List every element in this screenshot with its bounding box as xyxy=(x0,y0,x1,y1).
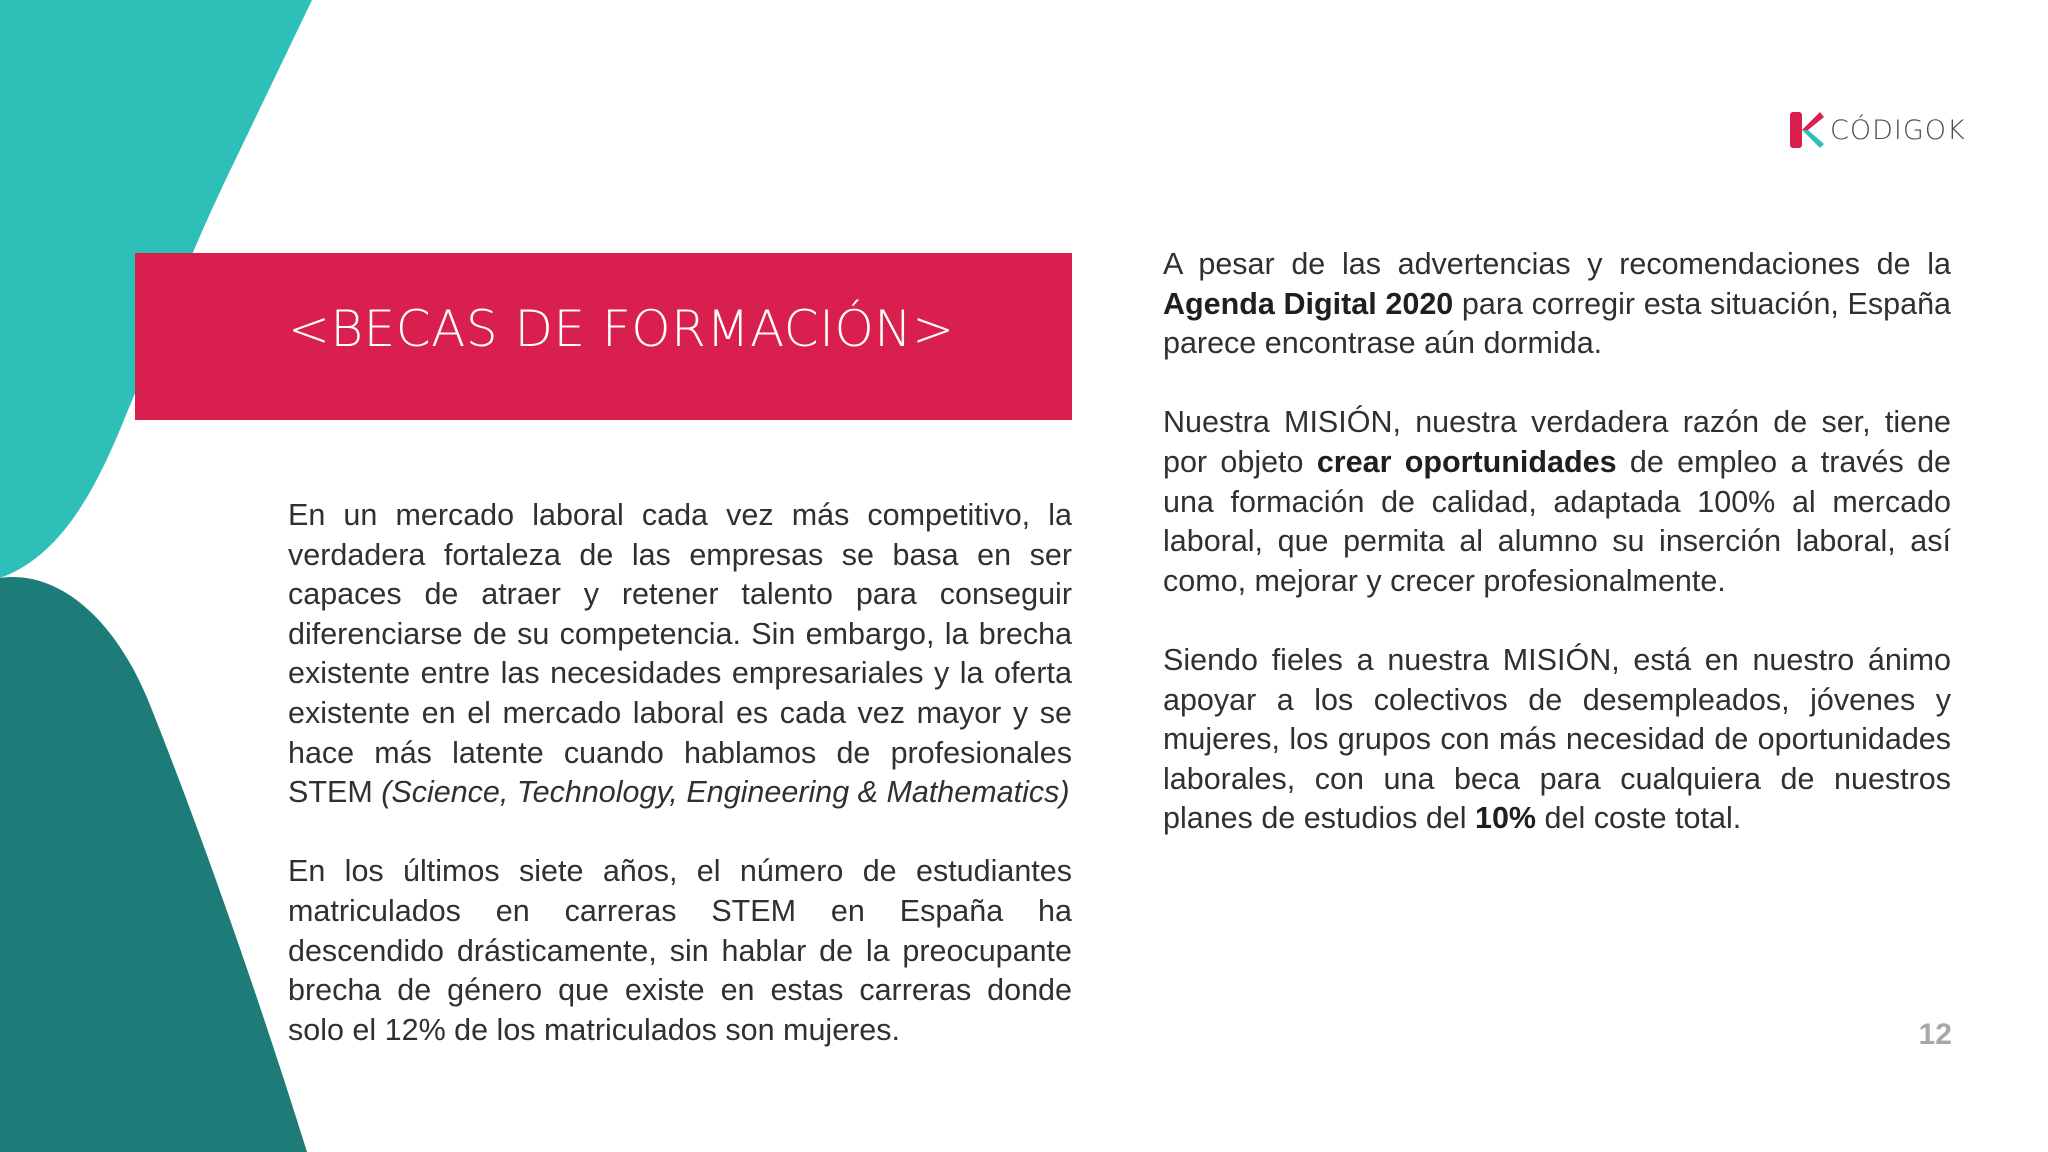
right-paragraph-2: Nuestra MISIÓN, nuestra verdadera razón de ser, tiene por objeto crear oportunidades de empleo a través de una formación de calidad, adaptada 100% al mercado laboral, que permita al alumno su inserción laboral, así como, mejorar y crecer profesionalmente. xyxy=(1163,405,1952,598)
right-text-column xyxy=(1163,245,1951,879)
page-number: 12 xyxy=(1918,1018,1952,1051)
crear-oportunidades-highlight: crear oportunidades xyxy=(1316,444,1617,479)
section-title: <BECAS DE FORMACIÓN> xyxy=(288,300,955,358)
dark-teal-shape xyxy=(0,577,307,1152)
right-paragraph-3: Siendo fieles a nuestra MISIÓN, está en nuestro ánimo apoyar a los colectivos de desempleados, jóvenes y mujeres, los grupos con más necesidad de oportunidades laborales, con una beca para cualquiera de nuestros planes de estudios del 10% del coste total. xyxy=(1163,642,1951,836)
left-text-column xyxy=(288,496,1072,1090)
discount-highlight: 10% xyxy=(1475,801,1537,836)
stem-definition: (Science, Technology, Engineering & Mathematics) xyxy=(381,775,1070,810)
right-paragraph-1: A pesar de las advertencias y recomendaciones de la Agenda Digital 2020 para corregir esta situación, España parece encontrase aún dormida. xyxy=(1163,247,1951,361)
agenda-digital-highlight: Agenda Digital 2020 xyxy=(1163,286,1454,321)
left-paragraph-1: En un mercado laboral cada vez más competitivo, la verdadera fortaleza de las empresas se basa en ser capaces de atraer y retener talento para conseguir diferenciarse de su competencia. Sin embargo, la brecha existente entre las necesidades empresariales y la oferta existente en el mercado laboral es cada vez mayor y se hace más latente cuando hablamos de profesionales STEM (Science, Technology, Engineering & Mathematics) xyxy=(288,498,1072,810)
codigok-logo xyxy=(1790,108,1966,152)
logo-wordmark: CÓDIGOK xyxy=(1830,114,1966,146)
k-logo-icon xyxy=(1790,110,1824,150)
left-paragraph-2: En los últimos siete años, el número de estudiantes matriculados en carreras STEM en España ha descendido drásticamente, sin hablar de la preocupante brecha de género que existe en estas carreras donde solo el 12% de los matriculados son mujeres. xyxy=(288,854,1072,1047)
